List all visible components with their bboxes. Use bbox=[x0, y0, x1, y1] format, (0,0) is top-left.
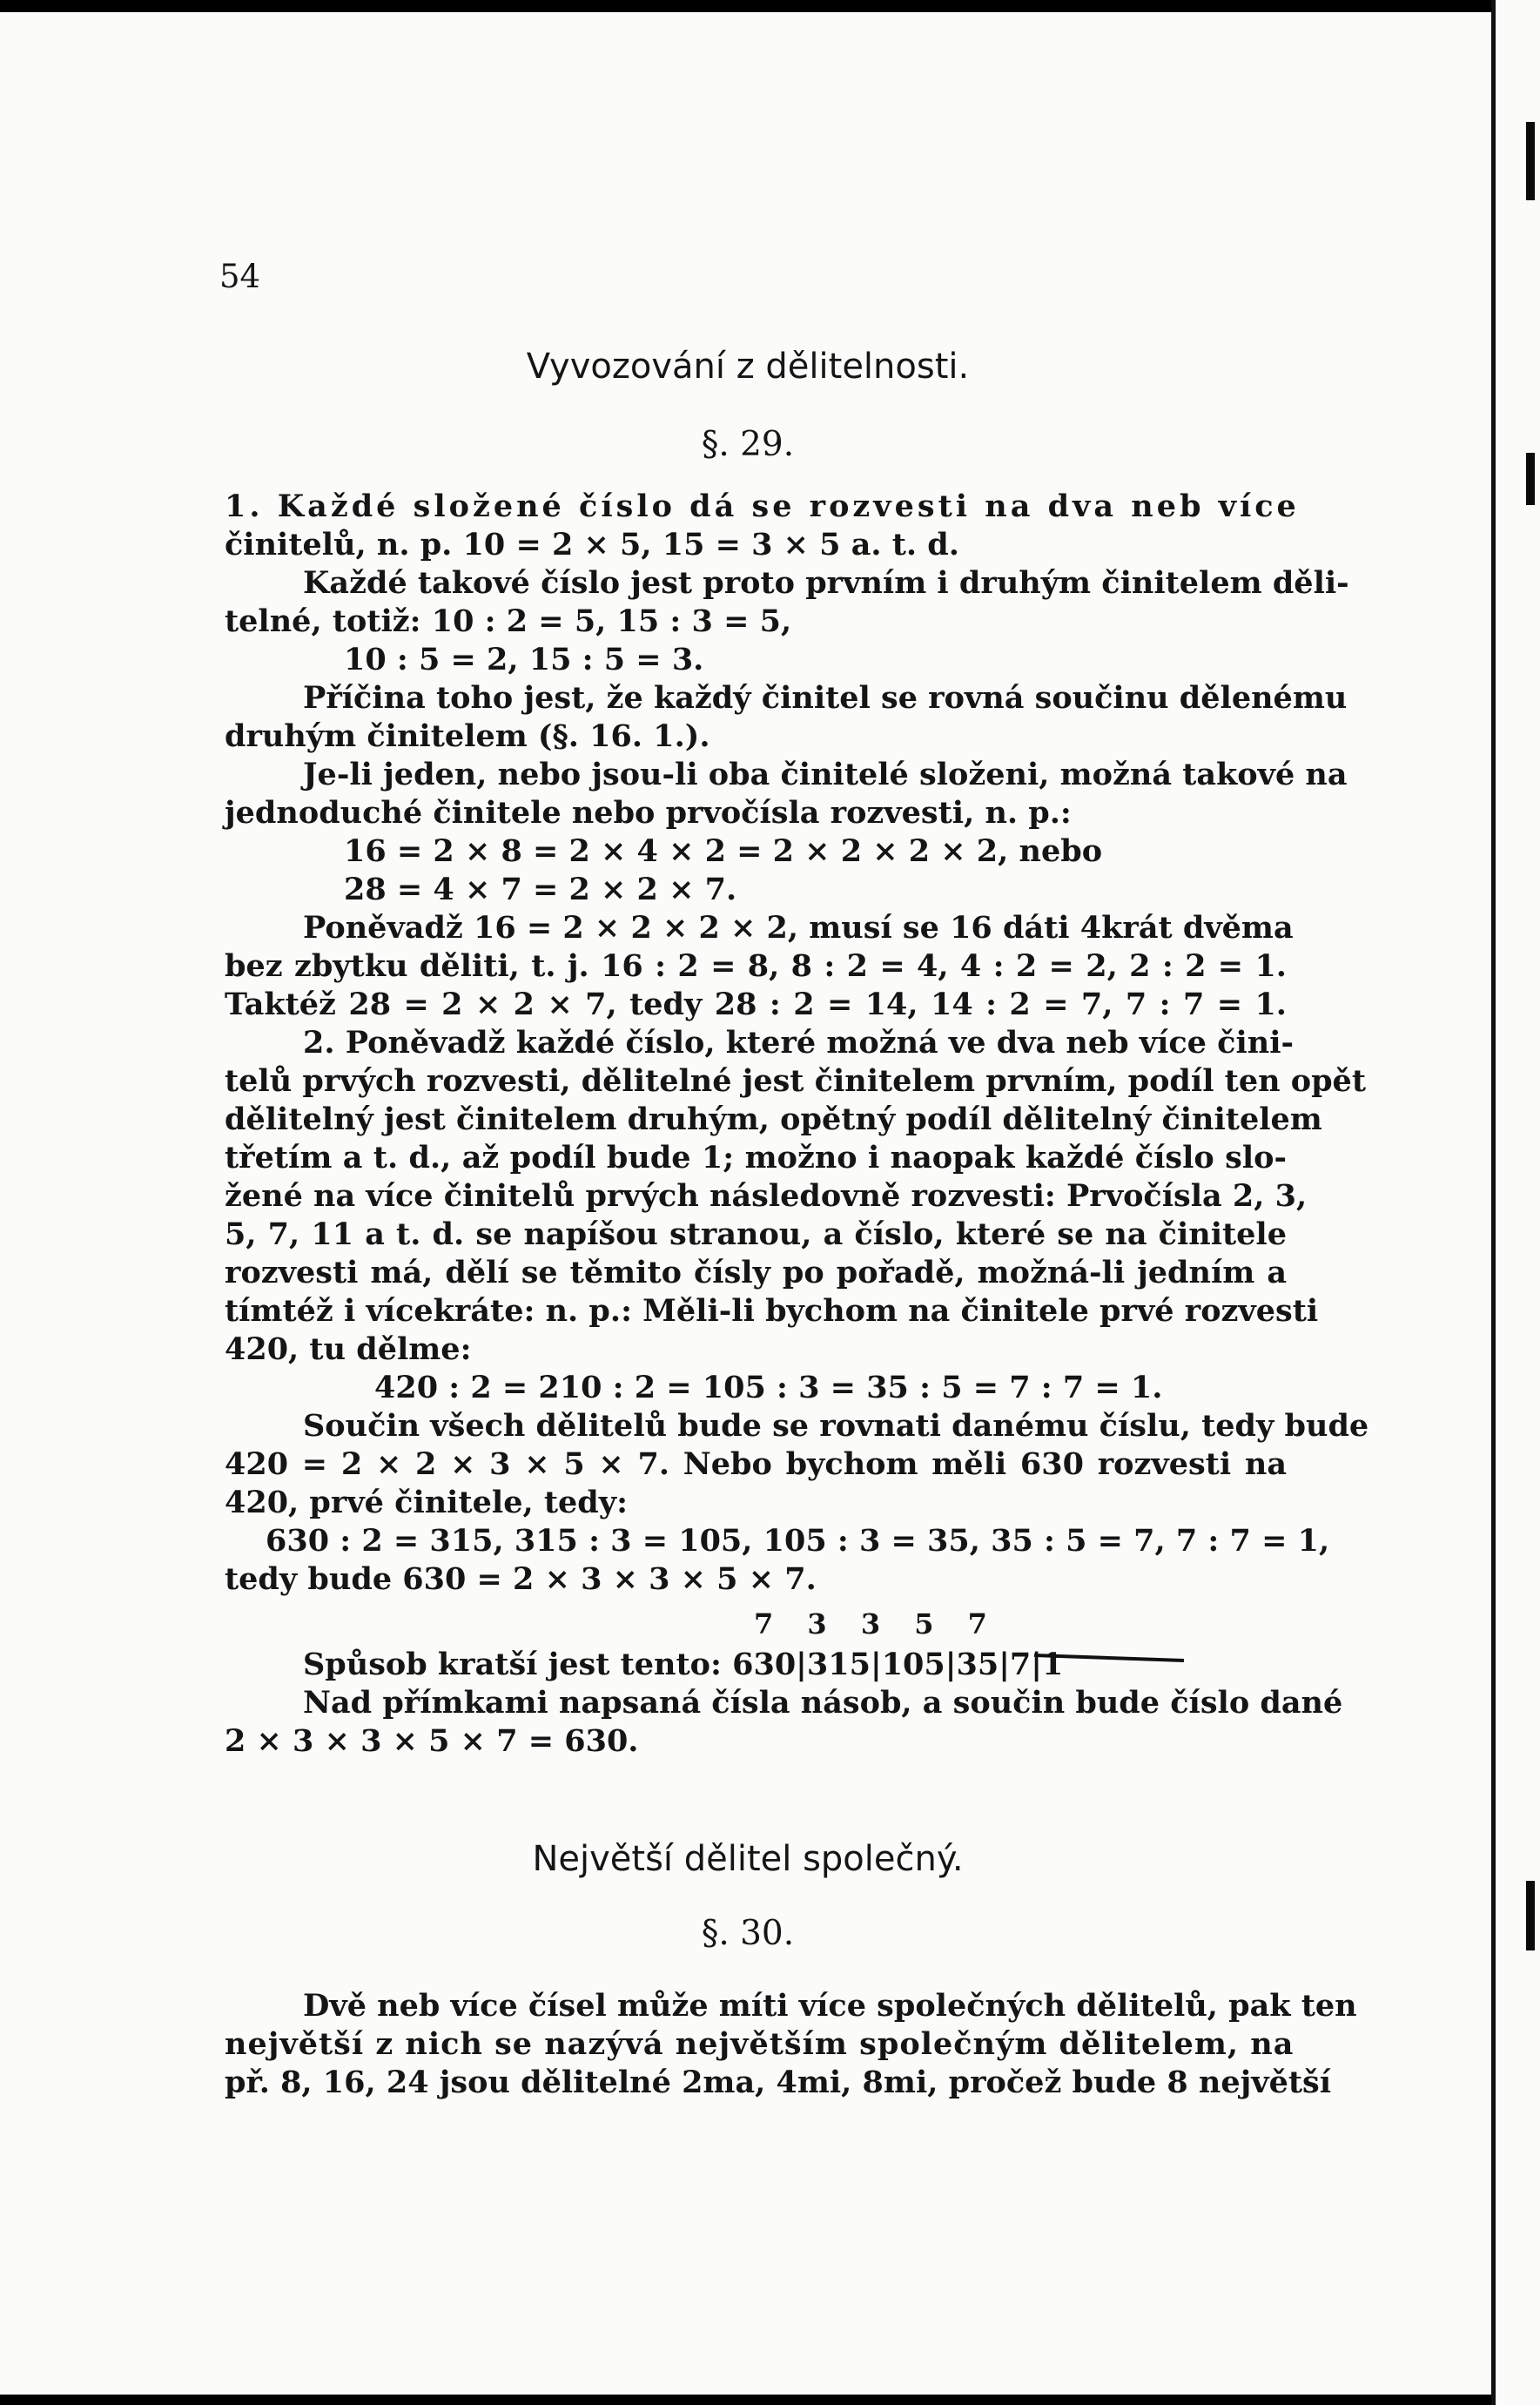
edge-shadow bbox=[1526, 1881, 1535, 1950]
text-line: 420 = 2 × 2 × 3 × 5 × 7. Nebo bychom měli 630 rozvesti na bbox=[225, 1446, 1287, 1482]
text-line: tedy bude 630 = 2 × 3 × 3 × 5 × 7. bbox=[225, 1561, 817, 1597]
text-line: Spůsob kratší jest tento: 630|315|105|35|7|1 bbox=[303, 1647, 1064, 1682]
text-line: telné, totiž: 10 : 2 = 5, 15 : 3 = 5, bbox=[225, 603, 792, 639]
text-line: 420, tu dělme: bbox=[225, 1331, 472, 1367]
text-line: největší z nich se nazývá největším společným dělitelem, na bbox=[225, 2026, 1295, 2062]
text-line: 420 : 2 = 210 : 2 = 105 : 3 = 35 : 5 = 7 : 7 = 1. bbox=[374, 1370, 1163, 1405]
multiplier-row: 7 3 3 5 7 bbox=[754, 1607, 987, 1640]
text-line: rozvesti má, dělí se těmito čísly po pořadě, možná-li jedním a bbox=[225, 1255, 1287, 1290]
text-line: třetím a t. d., až podíl bude 1; možno i naopak každé číslo slo- bbox=[225, 1140, 1287, 1176]
text-line: 2 × 3 × 3 × 5 × 7 = 630. bbox=[225, 1723, 639, 1759]
text-line: Nad přímkami napsaná čísla násob, a součin bude číslo dané bbox=[303, 1685, 1343, 1721]
text-line: jednoduché činitele nebo prvočísla rozvesti, n. p.: bbox=[225, 795, 1072, 831]
text-line: př. 8, 16, 24 jsou dělitelné 2ma, 4mi, 8mi, pročež bude 8 největší bbox=[225, 2065, 1332, 2100]
paragraph-mark-30: §. 30. bbox=[701, 1914, 795, 1953]
page-number: 54 bbox=[219, 258, 261, 295]
text-line: Každé takové číslo jest proto prvním i druhým činitelem děli- bbox=[303, 565, 1349, 601]
page-edge bbox=[1491, 0, 1540, 2405]
text-line: 630 : 2 = 315, 315 : 3 = 105, 105 : 3 = 35, 35 : 5 = 7, 7 : 7 = 1, bbox=[266, 1523, 1330, 1559]
text-line: Je-li jeden, nebo jsou-li oba činitelé složeni, možná takové na bbox=[303, 757, 1348, 792]
text-line: dělitelný jest činitelem druhým, opětný podíl dělitelný činitelem bbox=[225, 1101, 1322, 1137]
section-heading-nejvetsi-delitel: Největší dělitel společný. bbox=[532, 1839, 964, 1879]
text-line: Součin všech dělitelů bude se rovnati danému číslu, tedy bude bbox=[303, 1408, 1369, 1444]
text-line: Příčina toho jest, že každý činitel se rovná součinu dělenému bbox=[303, 680, 1348, 716]
text-line: Dvě neb více čísel může míti více společných dělitelů, pak ten bbox=[303, 1988, 1357, 2024]
book-page bbox=[0, 12, 1496, 2395]
text-line: 2. Poněvadž každé číslo, které možná ve dva neb více čini- bbox=[303, 1025, 1295, 1061]
text-line: tímtéž i vícekráte: n. p.: Měli-li bychom na činitele prvé rozvesti bbox=[225, 1293, 1319, 1329]
text-line: 420, prvé činitele, tedy: bbox=[225, 1485, 629, 1520]
text-line: telů prvých rozvesti, dělitelné jest činitelem prvním, podíl ten opět bbox=[225, 1063, 1366, 1099]
text-line: 16 = 2 × 8 = 2 × 4 × 2 = 2 × 2 × 2 × 2, nebo bbox=[344, 833, 1103, 869]
text-line: 1. Každé složené číslo dá se rozvesti na dva neb více bbox=[225, 488, 1300, 524]
text-line: 28 = 4 × 7 = 2 × 2 × 7. bbox=[344, 872, 737, 907]
paragraph-mark-29: §. 29. bbox=[701, 425, 795, 464]
text-line: bez zbytku děliti, t. j. 16 : 2 = 8, 8 : 2 = 4, 4 : 2 = 2, 2 : 2 = 1. bbox=[225, 948, 1287, 984]
edge-shadow bbox=[1526, 122, 1535, 200]
text-line: činitelů, n. p. 10 = 2 × 5, 15 = 3 × 5 a. t. d. bbox=[225, 527, 959, 563]
text-line: Poněvadž 16 = 2 × 2 × 2 × 2, musí se 16 dáti 4krát dvěma bbox=[303, 910, 1294, 946]
text-line: 5, 7, 11 a t. d. se napíšou stranou, a číslo, které se na činitele bbox=[225, 1216, 1287, 1252]
edge-shadow bbox=[1526, 453, 1535, 505]
text-line: žené na více činitelů prvých následovně rozvesti: Prvočísla 2, 3, bbox=[225, 1178, 1308, 1214]
section-heading-vyvozovani: Vyvozování z dělitelnosti. bbox=[526, 347, 970, 387]
text-line: druhým činitelem (§. 16. 1.). bbox=[225, 718, 710, 754]
text-line: 10 : 5 = 2, 15 : 5 = 3. bbox=[344, 642, 704, 677]
text-line: Taktéž 28 = 2 × 2 × 7, tedy 28 : 2 = 14, 14 : 2 = 7, 7 : 7 = 1. bbox=[225, 987, 1287, 1022]
